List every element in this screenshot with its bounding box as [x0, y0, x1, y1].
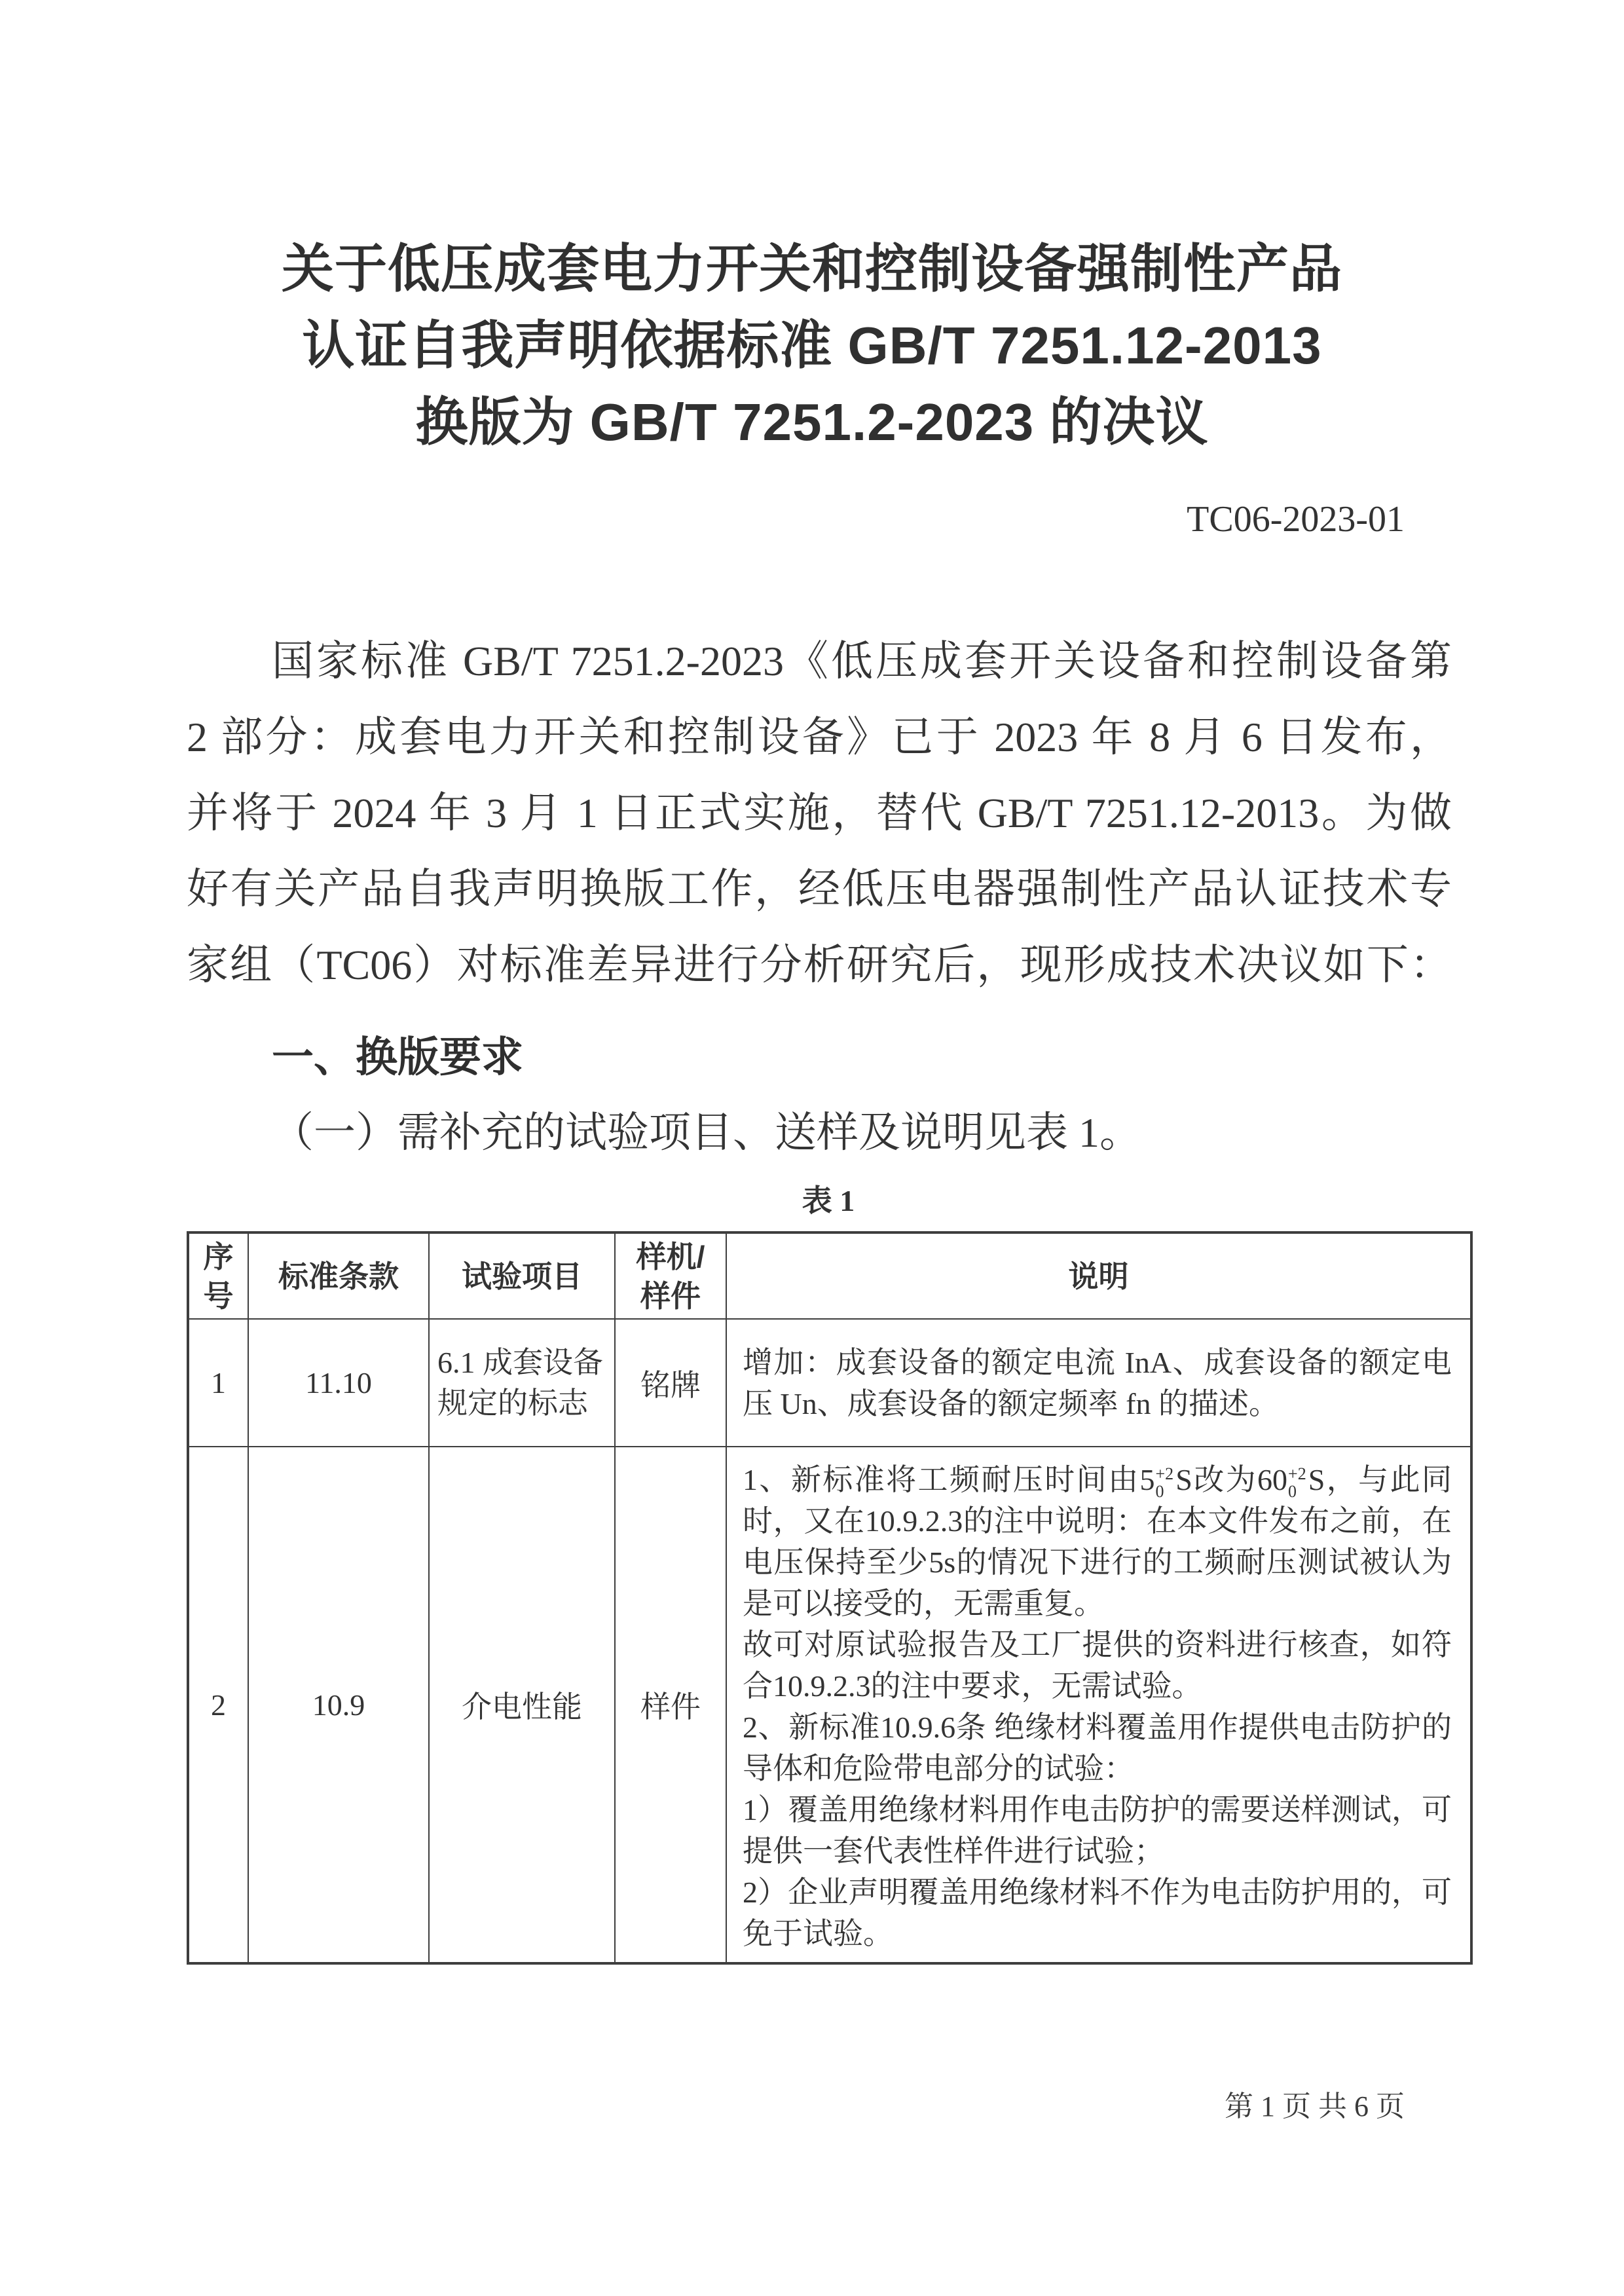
- paragraph-line: 家组（TC06）对标准差异进行分析研究后，现形成技术决议如下：: [187, 942, 1452, 988]
- cell-serial-number: 1: [188, 1319, 248, 1447]
- page-number: 第 1 页 共 6 页: [1225, 2090, 1405, 2122]
- cell-sample-type: 铭牌: [615, 1319, 726, 1447]
- cell-sample-type: 样件: [615, 1447, 726, 1963]
- cell-description: 1、新标准将工频耐压时间由5 +2 0 S改为60 +2 0 S，与此同时，又在10.9.2.3的注中说明：在本文件发布之前，在电压保持至少5s的情况下进行的工频耐压测试被认为是可以接受的，无需重复。 故可对原试验报告及工厂提供的资料进行核查，如符合10.9.2.3的注中要求，无需试验。 2、新标准10.9.6条 绝缘材料覆盖用作提供电击防护的导体和危险带电部分的试验： 1）覆盖用绝缘材料用作电击防护的需要送样测试，可提供一套代表性样件进行试验； 2）企业声明覆盖用绝缘材料不作为电击防护用的，可免于试验。: [726, 1447, 1471, 1963]
- document-title: [0, 231, 1624, 460]
- title-line-1: 关于低压成套电力开关和控制设备强制性产品: [282, 240, 1342, 298]
- title-line-3: 换版为 GB/T 7251.2-2023 的决议: [415, 393, 1209, 451]
- cell-test-item: 介电性能: [429, 1447, 615, 1963]
- cell-standard-clause: 11.10: [248, 1319, 429, 1447]
- header-serial-number: 序 号: [188, 1232, 248, 1319]
- header-test-item: 试验项目: [429, 1232, 615, 1319]
- cell-standard-clause: 10.9: [248, 1447, 429, 1963]
- table-caption: 表 1: [802, 1184, 855, 1217]
- header-description: 说明: [726, 1232, 1471, 1319]
- header-standard-clause: 标准条款: [248, 1232, 429, 1319]
- tolerance-superscript: +2 0: [1155, 1464, 1174, 1501]
- requirements-table: [187, 1231, 1473, 1965]
- cell-test-item: 6.1 成套设备规定的标志: [429, 1319, 615, 1447]
- section-heading: 一、换版要求: [272, 1033, 523, 1081]
- table-row: [188, 1319, 1471, 1447]
- cell-serial-number: 2: [188, 1447, 248, 1963]
- paragraph-line: 并将于 2024 年 3 月 1 日正式实施，替代 GB/T 7251.12-2013。为做: [187, 790, 1452, 836]
- paragraph-line: 2 部分：成套电力开关和控制设备》已于 2023 年 8 月 6 日发布，: [187, 714, 1452, 760]
- header-sample-type: 样机/ 样件: [615, 1232, 726, 1319]
- table-header-row: [188, 1232, 1471, 1319]
- document-number: TC06-2023-01: [1187, 499, 1405, 540]
- paragraph-line: 国家标准 GB/T 7251.2-2023《低压成套开关设备和控制设备第: [272, 638, 1452, 684]
- table-row: [188, 1447, 1471, 1963]
- cell-description: 增加：成套设备的额定电流 InA、成套设备的额定电压 Un、成套设备的额定频率 fn 的描述。: [726, 1319, 1471, 1447]
- tolerance-superscript: +2 0: [1288, 1464, 1306, 1501]
- document-body: [187, 623, 1470, 1965]
- title-line-2: 认证自我声明依据标准 GB/T 7251.12-2013: [302, 316, 1322, 375]
- subsection-line: （一）需补充的试验项目、送样及说明见表 1。: [272, 1109, 1141, 1156]
- paragraph-line: 好有关产品自我声明换版工作，经低压电器强制性产品认证技术专: [187, 866, 1452, 912]
